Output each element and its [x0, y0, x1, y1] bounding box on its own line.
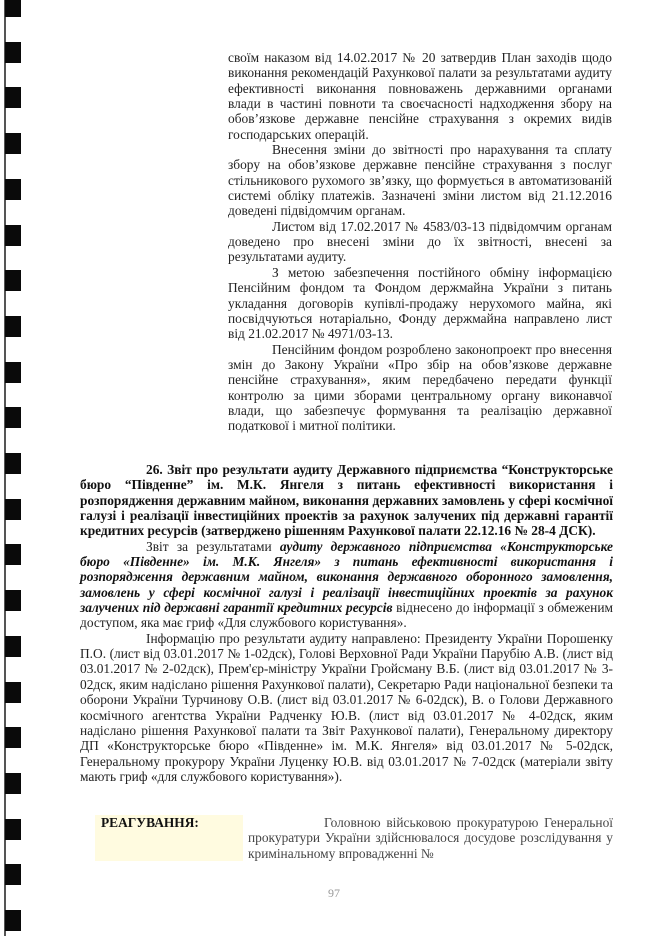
paragraph: своїм наказом від 14.02.2017 № 20 затвердив План заходів щодо виконання рекомендацій Рахункової палати за результатами аудиту ефективності виконання повноважень державними органами влади в частині повноти та своєчасності надходження збору на обов’язкове державне пенсійне страхування з окремих видів господарських операцій. [228, 50, 612, 142]
reaction-text: Головною військовою прокуратурою Генеральної прокуратури України здійснювалося досудове розслідування у кримінальному впровадженні № [248, 815, 613, 861]
page-number: 97 [328, 886, 340, 900]
binding-hole [5, 316, 21, 337]
binding-hole [5, 636, 21, 657]
binding-hole [5, 453, 21, 474]
paragraph: З метою забезпечення постійного обміну інформацією Пенсійним фондом та Фондом держмайна України з питань укладання договорів купівлі-продажу нерухомого майна, які посвідчуються нотаріально, Фонду держмайна направлено лист від 21.02.2017 № 4971/03-13. [228, 264, 612, 342]
section-26 [80, 462, 613, 784]
binding-hole [5, 499, 21, 520]
reaction-label: РЕАГУВАННЯ: [95, 815, 243, 861]
binding-hole [5, 133, 21, 154]
binding-hole [5, 727, 21, 748]
report-intro: Звіт за результатами [146, 538, 280, 554]
paragraph: Пенсійним фондом розроблено законопроект про внесення змін до Закону України «Про збір на обов’язкове державне пенсійне страхування», яким передбачено передати функції контролю за цими зборами центральному органу виконавчої влади, що забезпечує формування та реалізацію державної податкової і митної політики. [228, 341, 612, 434]
report-tail: віднесено до інформації з обмеженим доступом, яка має гриф «Для службового користування». [80, 600, 613, 631]
binding-holes [0, 0, 24, 936]
section-heading: 26. Звіт про результати аудиту Державного підприємства “Конструкторське бюро “Південне” ім. М.К. Янгеля з питань ефективності використання і розпорядження державним майном, виконання державних замовлень у сфері космічної галузі і реалізації інвестиційних проектів за рахунок залучених під державні гарантії кредитних ресурсів (затверджено рішенням Рахункової палати 22.12.16 № 28-4 ДСК). [80, 462, 613, 539]
binding-hole [5, 544, 21, 565]
binding-hole [5, 87, 21, 108]
report-title: аудиту державного підприємства «Конструкторське бюро «Південне» ім. М.К. Янгеля» з питань ефективності використання і розпорядження державним майном, виконання державного оборонного замовлення, замовлень у сфері космічної галузі і реалізації інвестиційних проектів за рахунок залучених під державні гарантії кредитних ресурсів [80, 538, 613, 616]
binding-hole [5, 590, 21, 611]
info-paragraph: Інформацію про результати аудиту направлено: Президенту України Порошенку П.О. (лист від 03.01.2017 № 1-02дск), Голові Верховної Ради України Парубію А.В. (лист від 03.01.2017 № 2-02дск), Прем'єр-міністру України Гройсману В.Б. (лист від 03.01.2017 № 3-02дск, яким надіслано рішення Рахункової палати), Секретарю Ради національної безпеки та оборони України Турчинову О.В. (лист від 03.01.2017 № 6-02дск), В. о Голови Державного космічного агентства України Радченку Ю.В. (лист від 03.01.2017 № 4-02дск, яким надіслано рішення Рахункової палати та Звіт Рахункової палати), Генеральному директору ДП «Конструкторське бюро «Південне» ім. М.К. Янгеля» від 03.01.2017 № 5-02дск, Генеральному прокурору України Луценку Ю.В. від 03.01.2017 № 7-02дск (матеріали звіту мають гриф «для службового користування»). [80, 630, 613, 784]
binding-hole [5, 407, 21, 428]
report-paragraph [80, 539, 613, 631]
top-text-block [228, 50, 612, 434]
binding-hole [5, 270, 21, 291]
binding-hole [5, 910, 21, 931]
binding-hole [5, 0, 21, 17]
paragraph: Внесення зміни до звітності про нарахування та сплату збору на обов’язкове державне пенсійне страхування з послуг стільникового рухомого зв’язку, що формується в автоматизованій системі обліку платежів. Зазначені зміни листом від 21.12.2016 доведені підвідомчим органам. [228, 142, 612, 219]
binding-hole [5, 225, 21, 246]
binding-hole [5, 682, 21, 703]
binding-hole [5, 42, 21, 63]
binding-hole [5, 864, 21, 885]
binding-hole [5, 362, 21, 383]
binding-hole [5, 773, 21, 794]
binding-hole [5, 819, 21, 840]
paragraph: Листом від 17.02.2017 № 4583/03-13 підвідомчим органам доведено про внесені зміни до їх звітності, внесені за результатами аудиту. [228, 218, 612, 265]
binding-hole [5, 179, 21, 200]
